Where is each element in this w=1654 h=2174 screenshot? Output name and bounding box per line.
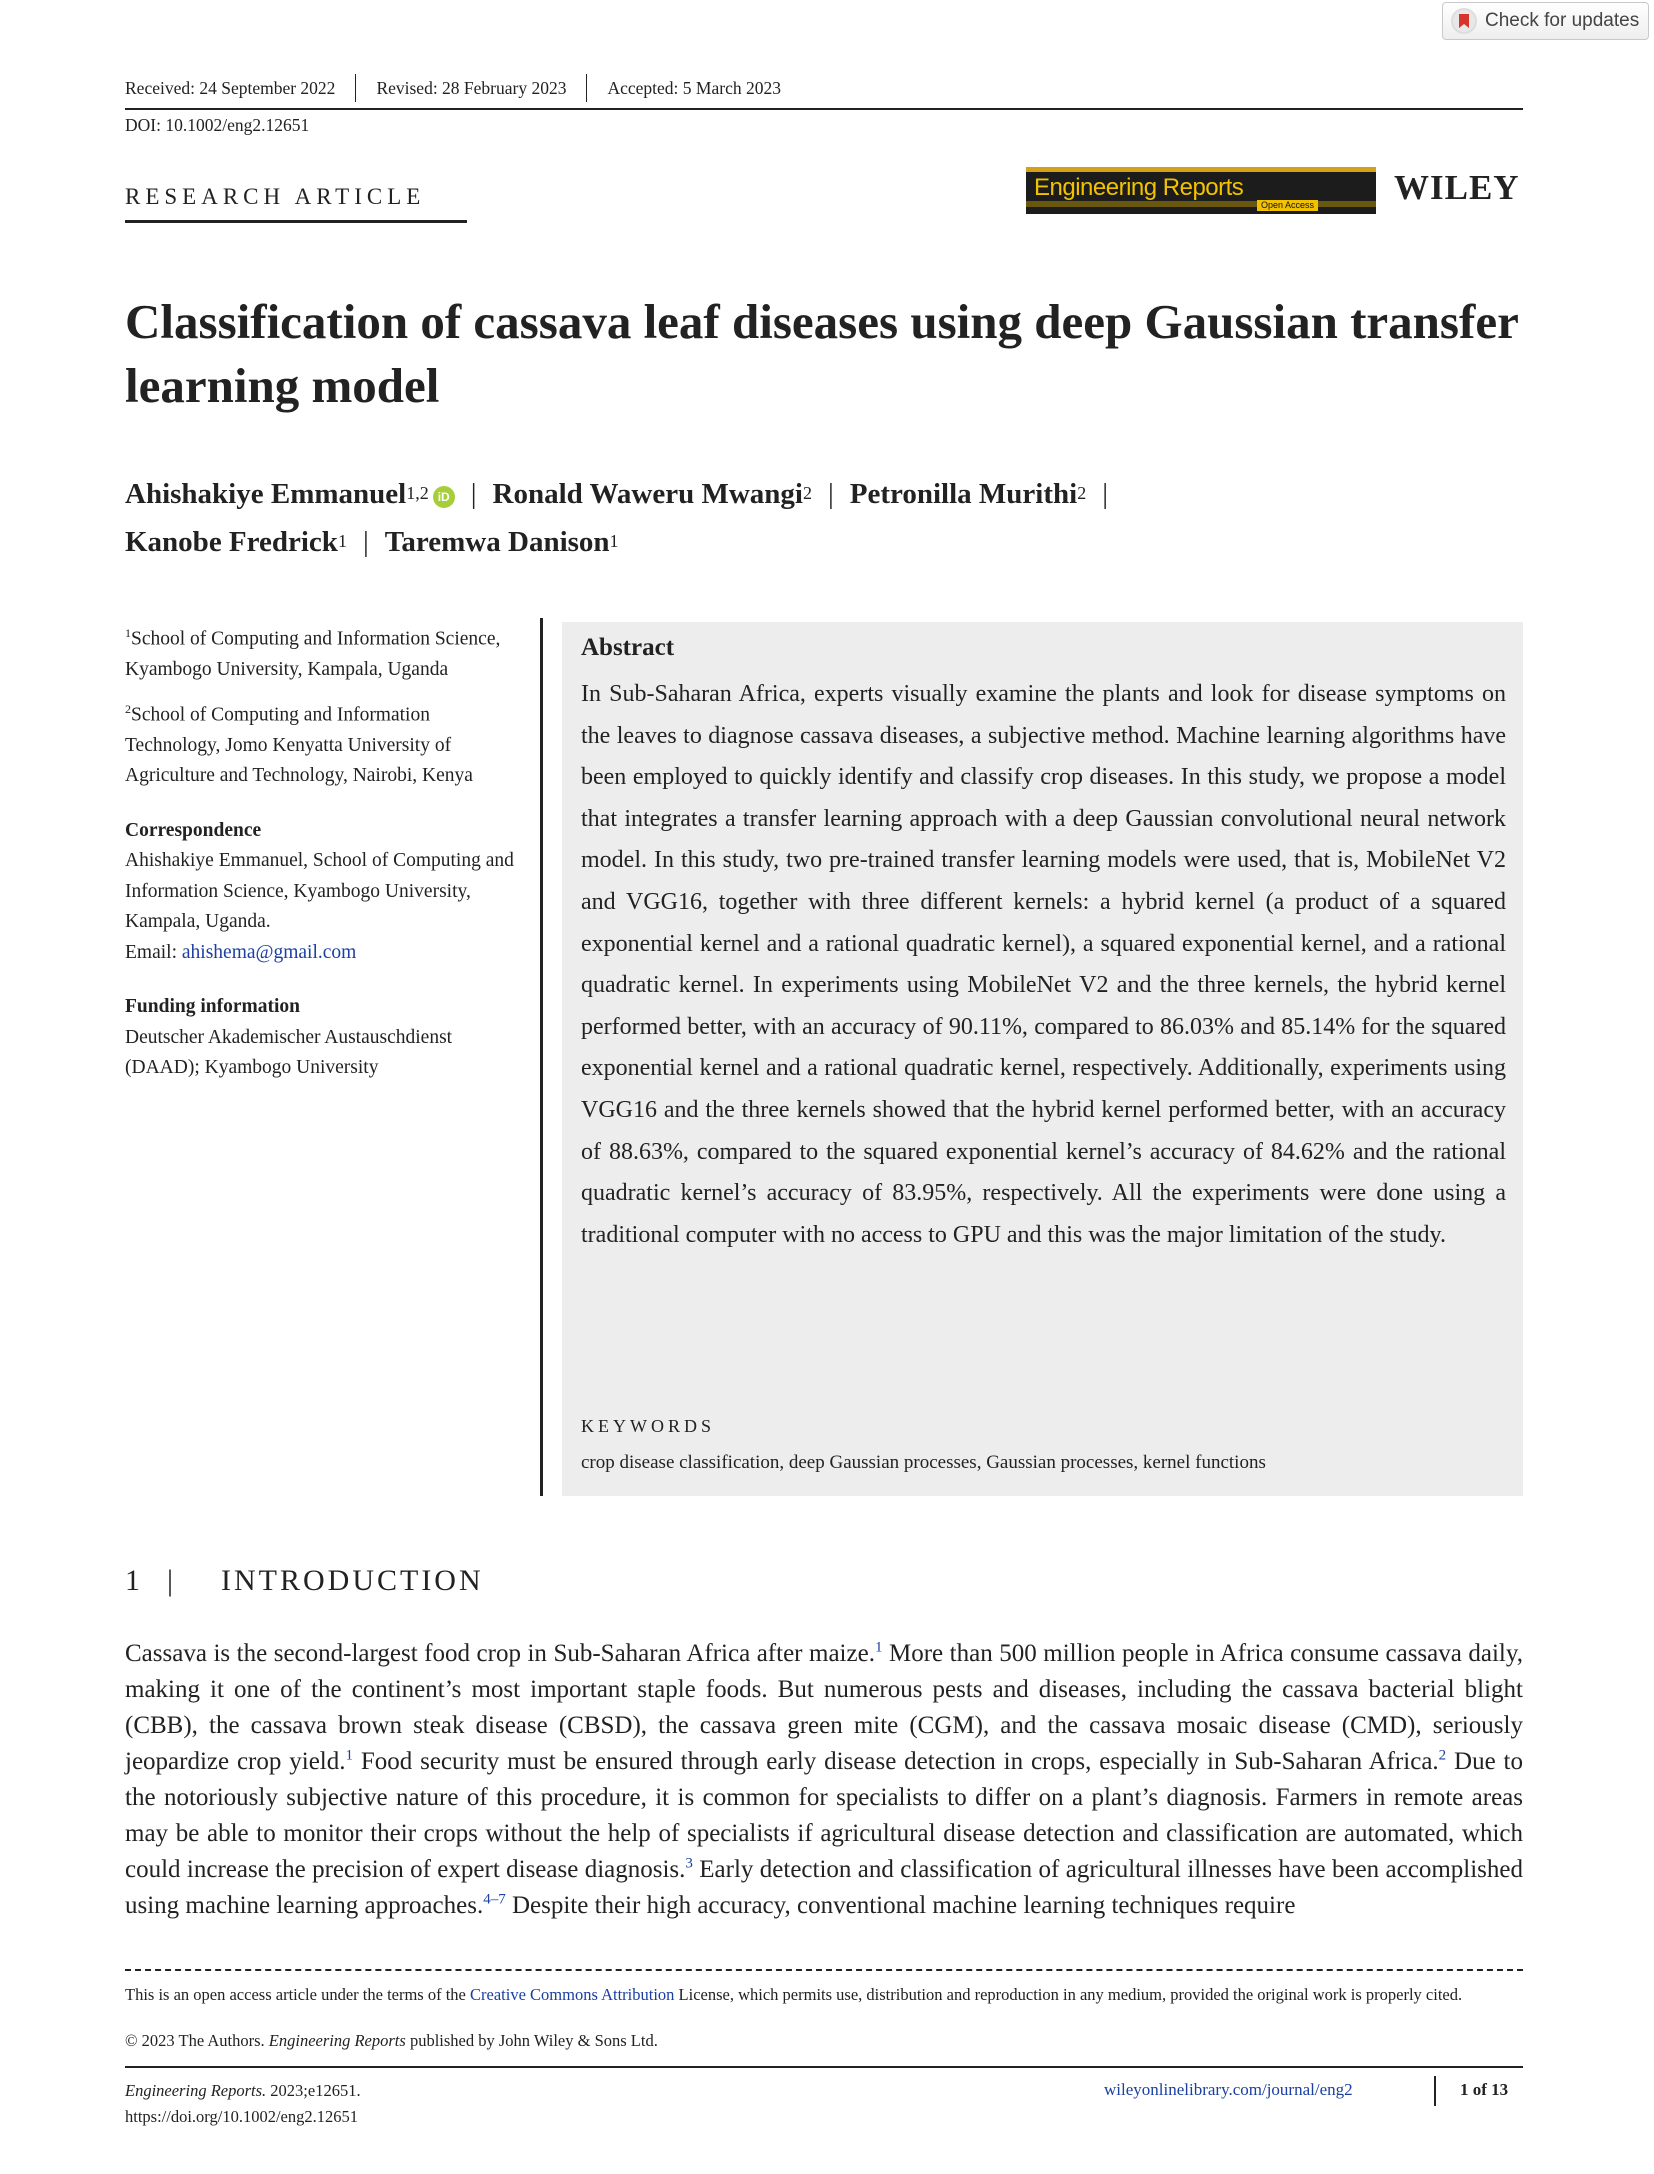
author-name: Taremwa Danison <box>384 526 610 558</box>
copyright-journal: Engineering Reports <box>268 2031 406 2050</box>
affiliation-number: 2 <box>125 701 131 716</box>
email-label: Email: <box>125 941 177 963</box>
bookmark-icon <box>1451 8 1477 34</box>
author-affiliation: 2 <box>1077 483 1087 503</box>
affiliation <box>125 694 525 792</box>
journal-site-link[interactable]: wileyonlinelibrary.com/journal/eng2 <box>1104 2080 1353 2099</box>
author-name: Petronilla Murithi <box>849 478 1078 510</box>
journal-logo <box>1026 167 1376 214</box>
article-type: RESEARCH ARTICLE <box>125 184 467 223</box>
citation-link[interactable]: 1 <box>874 1639 883 1656</box>
accepted-date: Accepted: 5 March 2023 <box>586 74 800 102</box>
license-notice <box>125 1981 1523 2008</box>
citation-link[interactable]: 4–7 <box>483 1891 506 1908</box>
author-name: Ronald Waweru Mwangi <box>492 478 803 510</box>
text-run: Food security must be ensured through early disease detection in crops, especially in Sub-Saharan Africa. <box>352 1748 1439 1775</box>
license-text: This is an open access article under the terms of the <box>125 1985 471 2004</box>
author-affiliation: 1 <box>337 531 347 551</box>
section-number: 1 <box>125 1564 143 1597</box>
abstract-text: In Sub-Saharan Africa, experts visually examine the plants and look for disease symptoms on the leaves to diagnose cassava diseases, a subjective method. Machine learning algorithms have been employed to quickly identify and classify crop diseases. In this study, we propose a model that integrates a transfer learning approach with a deep Gaussian convolutional neural network model. In this study, two pre-trained transfer learning models were used, that is, MobileNet V2 and VGG16, together with three different kernels: a hybrid kernel (a product of a squared exponential kernel and a rational quadratic kernel), a squared exponential kernel, and a rational quadratic kernel. In experiments using MobileNet V2 and the three kernels, the hybrid kernel performed better, with an accuracy of 90.11%, compared to 86.03% and 85.14% for the squared exponential kernel and a rational quadratic kernel, respectively. Additionally, experiments using VGG16 and the three kernels showed that the hybrid kernel performed better, with an accuracy of 88.63%, compared to the squared exponential kernel’s accuracy of 84.62% and the rational quadratic kernel’s accuracy of 83.95%, respectively. All the experiments were done using a traditional computer with no access to GPU and this was the major limitation of the study. <box>581 681 1506 1248</box>
email-link[interactable]: ahishema@gmail.com <box>181 941 357 963</box>
text-run: Despite their high accuracy, conventional machine learning techniques require <box>505 1892 1296 1919</box>
article-title: Classification of cassava leaf diseases using deep Gaussian transfer learning model <box>125 294 1518 413</box>
text-run: Early detection and classification of agricultural illnesses have been accomplished using machine learning approaches. <box>125 1856 1523 1919</box>
author-separator: | <box>827 478 834 510</box>
footer-volume: 2023;e12651. <box>266 2081 361 2100</box>
citation-link[interactable]: 1 <box>345 1747 353 1764</box>
revised-date: Revised: 28 February 2023 <box>355 74 586 102</box>
affiliation-text: School of Computing and Information Science, Kyambogo University, Kampala, Uganda <box>125 628 501 680</box>
text-run: Due to the notoriously subjective nature of this procedure, it is common for specialists to differ on a plant’s diagnosis. Farmers in remote areas may be able to monitor their crops without the help of specialists if agricultural disease detection and classification are automated, which could increase the precision of expert disease diagnosis. <box>125 1748 1523 1883</box>
correspondence-heading: Correspondence <box>125 819 262 841</box>
copyright-text: published by John Wiley & Sons Ltd. <box>405 2031 658 2050</box>
check-for-updates-button[interactable] <box>1442 2 1649 40</box>
keywords-heading: KEYWORDS <box>581 1416 715 1436</box>
orcid-icon[interactable]: iD <box>433 486 455 508</box>
column-divider <box>540 618 543 1496</box>
footer-rule <box>125 2066 1523 2068</box>
journal-logo-title: Engineering Reports <box>1034 174 1244 201</box>
doi: DOI: 10.1002/eng2.12651 <box>125 115 310 135</box>
author-separator: | <box>470 478 477 510</box>
license-text: License, which permits use, distribution and reproduction in any medium, provided the original work is properly cited. <box>674 1985 1463 2004</box>
author-separator: | <box>362 526 369 558</box>
abstract-heading: Abstract <box>581 634 675 661</box>
publisher-logo: WILEY <box>1394 168 1520 207</box>
correspondence-text <box>125 846 525 968</box>
funding-text: Deutscher Akademischer Austauschdienst (DAAD); Kyambogo University <box>125 1026 453 1078</box>
footer-journal: Engineering Reports. <box>125 2081 267 2100</box>
section-heading-introduction <box>125 1564 484 1598</box>
page-number: 1 of 13 <box>1460 2080 1509 2099</box>
footer-doi-link[interactable]: https://doi.org/10.1002/eng2.12651 <box>125 2107 358 2126</box>
introduction-paragraph <box>125 1636 1523 1924</box>
author-affiliation: 1,2 <box>406 483 429 503</box>
author-name: Ahishakiye Emmanuel <box>125 478 407 510</box>
text-run: Cassava is the second-largest food crop in Sub-Saharan Africa after maize. <box>125 1640 875 1667</box>
creative-commons-link[interactable]: Creative Commons Attribution <box>470 1985 675 2004</box>
author-name: Kanobe Fredrick <box>125 526 338 558</box>
citation-link[interactable]: 2 <box>1438 1747 1447 1764</box>
author-affiliation: 2 <box>802 483 812 503</box>
author-line-1 <box>125 478 1124 511</box>
article-info-column <box>125 618 525 1092</box>
check-for-updates-label: Check for updates <box>1485 10 1640 31</box>
correspondence-address: Ahishakiye Emmanuel, School of Computing and Information Science, Kyambogo University, Kampala, Uganda. <box>125 850 514 932</box>
open-access-badge: Open Access <box>1257 200 1318 211</box>
section-title: INTRODUCTION <box>221 1564 484 1597</box>
footer-citation <box>125 2078 361 2130</box>
footnote-divider <box>125 1969 1523 1971</box>
copyright-notice <box>125 2031 658 2051</box>
affiliation <box>125 618 525 686</box>
copyright-text: © 2023 The Authors. <box>125 2031 269 2050</box>
received-date: Received: 24 September 2022 <box>125 78 336 98</box>
publication-dates <box>125 74 801 102</box>
author-separator: | <box>1102 478 1109 510</box>
affiliation-number: 1 <box>125 626 131 640</box>
header-rule <box>125 108 1523 110</box>
footer-divider <box>1434 2076 1436 2106</box>
author-line-2 <box>125 526 619 559</box>
citation-link[interactable]: 3 <box>685 1855 693 1872</box>
keywords-list: crop disease classification, deep Gaussian processes, Gaussian processes, kernel functions <box>581 1452 1266 1473</box>
section-separator: | <box>167 1564 177 1597</box>
author-affiliation: 1 <box>609 531 619 551</box>
affiliation-text: School of Computing and Information Technology, Jomo Kenyatta University of Agriculture and Technology, Nairobi, Kenya <box>125 704 473 786</box>
text-run: More than 500 million people in Africa consume cassava daily, making it one of the continent’s most important staple foods. But numerous pests and diseases, including the cassava bacterial blight (CBB), the cassava brown steak disease (CBSD), the cassava green mite (CGM), and the cassava mosaic disease (CMD), seriously jeopardize crop yield. <box>125 1640 1523 1775</box>
funding-heading: Funding information <box>125 996 300 1017</box>
